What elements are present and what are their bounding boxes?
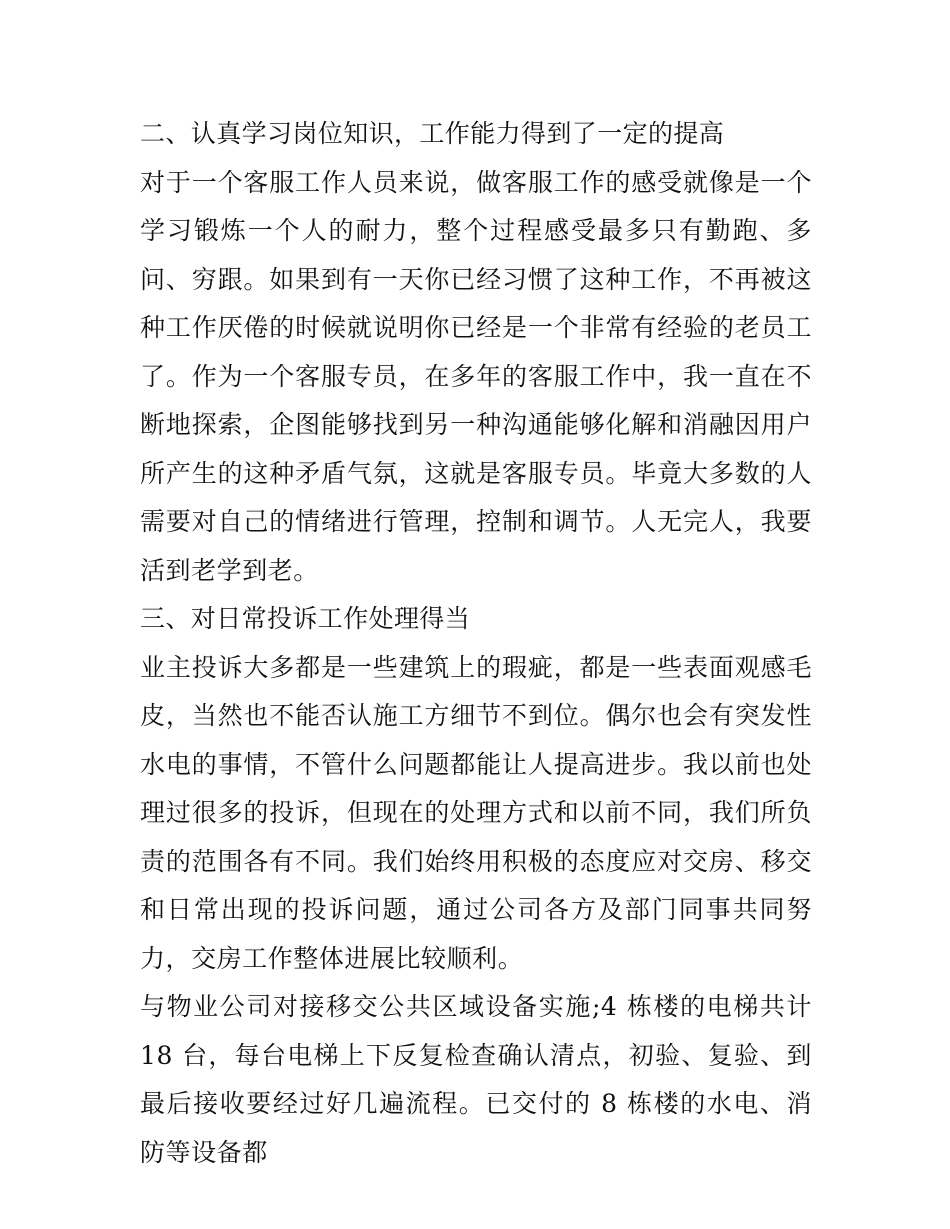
document-body bbox=[140, 110, 812, 1177]
section-heading-2: 二、认真学习岗位知识，工作能力得到了一定的提高 bbox=[140, 119, 725, 148]
paragraph-equipment-handover: 与物业公司对接移交公共区域设备实施;4 栋楼的电梯共计 18 台，每台电梯上下反复检查确认清点，初验、复验、到最后接收要经过好几遍流程。已交付的 8 栋楼的水电、消防等设备都 bbox=[140, 992, 812, 1167]
paragraph-complaint-handling: 业主投诉大多都是一些建筑上的瑕疵，都是一些表面观感毛皮，当然也不能否认施工方细节不到位。偶尔也会有突发性水电的事情，不管什么问题都能让人提高进步。我以前也处理过很多的投诉，但现在的处理方式和以前不同，我们所负责的范围各有不同。我们始终用积极的态度应对交房、移交和日常出现的投诉问题，通过公司各方及部门同事共同努力，交房工作整体进展比较顺利。 bbox=[140, 652, 812, 973]
paragraph-customer-service-experience: 对于一个客服工作人员来说，做客服工作的感受就像是一个学习锻炼一个人的耐力，整个过程感受最多只有勤跑、多问、穷跟。如果到有一天你已经习惯了这种工作，不再被这种工作厌倦的时候就说明你已经是一个非常有经验的老员工了。作为一个客服专员，在多年的客服工作中，我一直在不断地探索，企图能够找到另一种沟通能够化解和消融因用户所产生的这种矛盾气氛，这就是客服专员。毕竟大多数的人需要对自己的情绪进行管理，控制和调节。人无完人，我要活到老学到老。 bbox=[140, 167, 812, 585]
section-heading-3: 三、对日常投诉工作处理得当 bbox=[140, 604, 471, 633]
